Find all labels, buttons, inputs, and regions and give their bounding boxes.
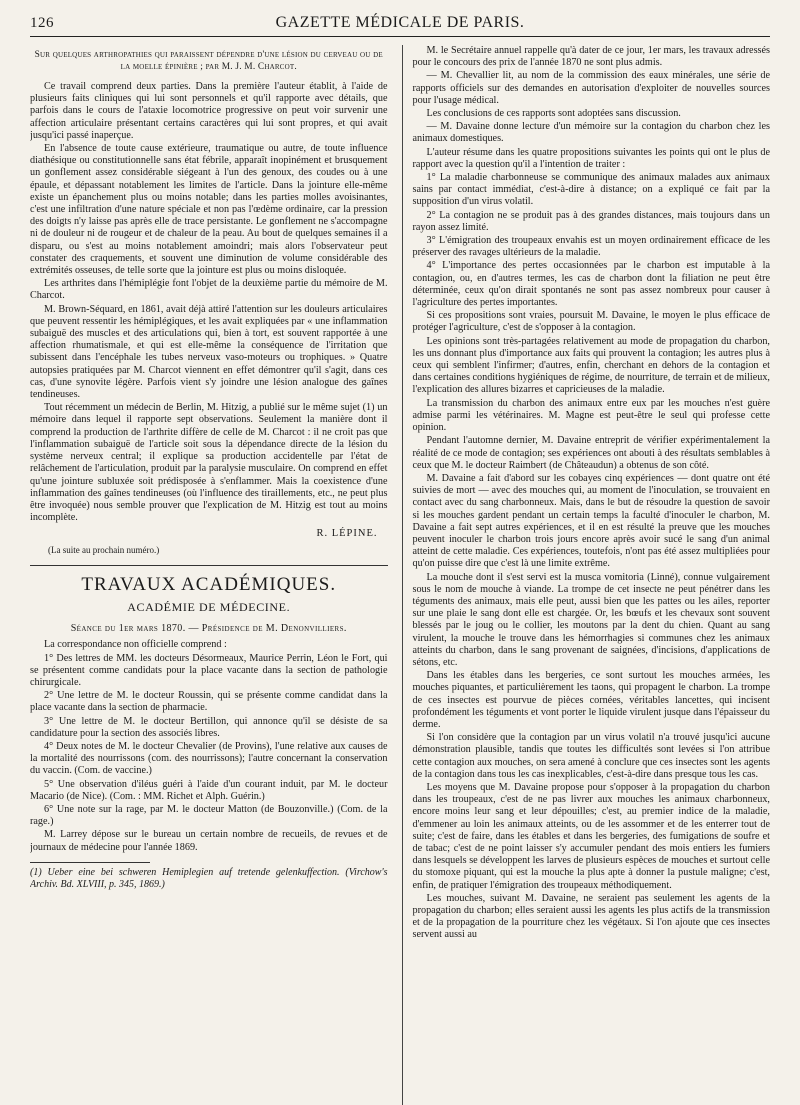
report-paragraph: Les conclusions de ces rapports sont adoptées sans discussion. <box>426 108 681 120</box>
report-paragraph: Pendant l'automne dernier, M. Davaine entreprit de vérifier expérimentalement la réalité de ce mode de contagion; ses expériences ont abouti à des résultats semblables à ceux que M. le docteur Raimbert (de Châteaudun) a obtenus de son côté. <box>412 435 770 471</box>
report-paragraph: L'auteur résume dans les quatre propositions suivantes les points qui ont le plus de rapport avec la question qu'il a l'intention de traiter : <box>412 146 770 170</box>
academy-proceedings <box>30 639 388 853</box>
report-paragraph: Les mouches, suivant M. Davaine, ne seraient pas seulement les agents de la propagation du charbon; elles seraient aussi les agents les plus actifs de la transmission et de la propagation de la pourriture chez les végétaux. Si l'on ajoute que ces insectes servent aussi au <box>412 892 770 941</box>
academy-paragraph: 4° Deux notes de M. le docteur Chevalier (de Provins), l'une relative aux causes de la mortalité des nourrissons (com. des nourrissons); l'autre concernant la conservation du vaccin. (Com. de vaccine.) <box>30 740 388 777</box>
academy-paragraph: 6° Une note sur la rage, par M. le docteur Matton (de Bouzonville.) (Com. de la rage.) <box>30 803 388 828</box>
page-number: 126 <box>30 15 54 31</box>
report-paragraph: 3° L'émigration des troupeaux envahis est un moyen ordinairement efficace de les préserver des ravages ultérieurs de la maladie. <box>412 235 770 259</box>
article-paragraph: En l'absence de toute cause extérieure, traumatique ou autre, de toute influence diathésique ou constitutionnelle sans état fébrile, apparaît inopinément et brusquement un gonflement assez considérable siégeant à l'un des genoux, des coudes ou à une épaule, et dépassant notablement les limites de l'article. Dans la jointure elle-même existe un épanchement plus ou moins notable; dans les parties molles avoisinantes, c'est une infiltration d'une nature spéciale et non pas l'œdème ordinaire, car la pression des doigts n'y laisse pas après elle de trace persistante. Le gonflement ne s'accompagne ni de douleur ni de rougeur et de chaleur de la peau. Au bout de quelques semaines il a disparu, ou s'est au moins notablement amoindri; mais alors l'observateur peut constater des craquements, et souvent une diminution de volume considérable des extrémités osseuses, de telle sorte que la jointure est plus ou moins disloquée. <box>30 143 388 277</box>
report-paragraph: 4° L'importance des pertes occasionnées par le charbon est imputable à la contagion, ou, en d'autres termes, les cas de charbon dont la filiation ne peut être déterminée, ceux qu'on dirait spontanés ne sont pas assez nombreux pour causer à l'agriculture des pertes importantes. <box>412 260 770 309</box>
column-rule <box>402 45 403 1105</box>
report-paragraph: La mouche dont il s'est servi est la musca vomitoria (Linné), connue vulgairement sous le nom de mouche à viande. La trompe de cet insecte ne peut pénétrer dans les téguments des animaux, mais elle peut, aussi bien que les pattes ou les ailes, reporter sur une plaie le sang dont elle est chargée. Or, les bœufs et les chevaux sont souvent blessés par le joug ou le collier, les moutons par la dent du chien. Quant au sang virulent, la mouche le trouve dans les hémorrhagies si communes chez les animaux atteints du charbon, dans le sang provenant de saignées, d'incisions, d'applications de sétons, etc. <box>412 571 770 668</box>
section-subtitle: ACADÉMIE DE MÉDECINE. <box>127 600 291 615</box>
section-divider <box>30 565 388 566</box>
academy-paragraph: 3° Une lettre de M. le docteur Bertillon, qui annonce qu'il se désiste de sa candidature pour la section des associés libres. <box>30 715 388 739</box>
running-head <box>30 14 770 37</box>
article-body <box>30 81 388 524</box>
report-paragraph: Si l'on considère que la contagion par un virus volatil n'a trouvé jusqu'ici aucune démonstration plausible, tandis que toutes les difficultés sont levées si l'on attribue cette contagion aux mouches, on sera amené à conclure que ces insectes sont les agents de la contagion dans tous les cas inexplicables, c'est-à-dire dans presque tous les cas. <box>412 732 770 780</box>
academy-paragraph: 5° Une observation d'iléus guéri à l'aide d'un courant induit, par M. le docteur Macario (de Nice). (Com. : MM. Richet et Alph. Guérin.) <box>30 778 388 802</box>
report-paragraph: Dans les étables dans les bergeries, ce sont surtout les mouches armées, les mouches piquantes, et particulièrement les taons, qui propagent le charbon. La trompe de ces insectes est pourvue de pièces cornées, véritables lancettes, qui incisent profondément les téguments et vont porter le liquide virulent jusque dans l'épaisseur du derme. <box>412 670 770 730</box>
academy-paragraph: La correspondance non officielle comprend : <box>44 639 227 651</box>
report-paragraph: La transmission du charbon des animaux entre eux par les mouches n'est guère admise parmi les vétérinaires. M. Magne est peut-être le seul qui professe cette opinion. <box>412 397 770 434</box>
academy-report-body <box>412 45 770 942</box>
report-paragraph: 1° La maladie charbonneuse se communique des animaux malades aux animaux sains par contact immédiat, c'est-à-dire à distance; on a expliqué ce fait par la supposition d'un virus volatil. <box>412 172 770 208</box>
article-paragraph: M. Brown-Séquard, en 1861, avait déjà attiré l'attention sur les douleurs articulaires que peuvent ressentir les hémiplégiques, et les avait expliquées par « une inflammation subaiguë des muscles et des articulations qui, bien à tort, est souvent rapportée à une affection rhumatismale, et qui est elle-même la conséquence de l'irritation que subissent dans l'encéphale les tubes nerveux vaso-moteurs ou trophiques. » Quatre autopsies pratiquées par M. Charcot viennent en effet démontrer qu'il s'agit, dans ces cas, d'une synovite légère. Parfois vient s'y joindre une lésion analogue des gaînes tendineuses. <box>30 303 388 401</box>
left-column <box>30 45 396 1105</box>
section-title: TRAVAUX ACADÉMIQUES. <box>81 574 337 596</box>
academy-paragraph: 2° Une lettre de M. le docteur Roussin, qui se présente comme candidat dans la place vacante dans la section de pharmacie. <box>30 690 388 714</box>
report-paragraph: — M. Davaine donne lecture d'un mémoire sur la contagion du charbon chez les animaux domestiques. <box>412 121 770 145</box>
continued-note: (La suite au prochain numéro.) <box>48 545 160 556</box>
article-paragraph: Ce travail comprend deux parties. Dans la première l'auteur établit, à l'aide de plusieurs faits cliniques qui lui sont personnels et qu'il rapporte avec détails, que parfois dans le cours de l'ataxie locomotrice progressive on peut voir survenir une affection articulaire présentant certains caractères qui lui sont propres, et qui avait jusqu'ici passé inaperçue. <box>30 81 388 141</box>
journal-title: GAZETTE MÉDICALE DE PARIS. <box>275 14 525 31</box>
academy-paragraph: 1° Des lettres de MM. les docteurs Désormeaux, Maurice Perrin, Léon le Fort, qui se présentent comme candidats pour la place vacante dans la section de pathologie chirurgicale. <box>30 652 388 688</box>
report-paragraph: Si ces propositions sont vraies, poursuit M. Davaine, le moyen le plus efficace de protéger l'agriculture, c'est de s'opposer à la contagion. <box>412 310 770 334</box>
report-paragraph: M. le Secrétaire annuel rappelle qu'à dater de ce jour, 1er mars, les travaux adressés pour le concours des prix de l'année 1870 ne sont plus admis. <box>412 45 770 69</box>
footnote-rule <box>30 862 150 863</box>
session-line: Séance du 1er mars 1870. — Présidence de M. Denonvilliers. <box>70 623 347 635</box>
author-signature: R. LÉPINE. <box>316 528 378 540</box>
right-column <box>408 45 770 1105</box>
footnote: (1) Ueber eine bei schweren Hemiplegien auf tretende gelenkuffection. (Virchow's Archiv. Bd. XLVIII, p. 345, 1869.) <box>30 866 388 890</box>
report-paragraph: M. Davaine a fait d'abord sur les cobayes cinq expériences — dont quatre ont été suivies de mort — avec des mouches qui, au moment de l'inoculation, se trouvaient en contact avec du sang charbonneux. Mais, dans le but de résoudre la question de savoir si les mouches gardent pendant un certain temps la faculté d'inoculer le charbon, M. Davaine a fait sept autres expériences, et il en est résulté la preuve que les mouches peuvent inoculer le charbon trois jours encore après avoir sucé le sang d'un animal atteint de cette maladie. Ces expériences, toutefois, n'ont pas été assez multipliées pour qu'on puisse dire que c'est là une limite extrême. <box>412 472 770 570</box>
article-title: Sur quelques arthropathies qui paraissent dépendre d'une lésion du cerveau ou de la moelle épinière ; par M. J. M. Charcot. <box>34 50 383 72</box>
academy-paragraph: M. Larrey dépose sur le bureau un certain nombre de recueils, de revues et de journaux de médecine pour l'année 1869. <box>30 829 388 853</box>
article-paragraph: Tout récemment un médecin de Berlin, M. Hitzig, a publié sur le même sujet (1) un mémoire dans lequel il rapporte sept observations. Seulement la manière dont il comprend la production de l'arthrite diffère de celle de M. Charcot : il ne croit pas que l'inflammation subaiguë de l'article soit sous la dépendance directe de la lésion du système nerveux central; il explique sa production accidentelle par l'état de relâchement de l'articulation, produit par la paralysie musculaire. On comprend en effet qu'une jointure subluxée soit prédisposée à s'enflammer. Mais la coexistence d'une inflammation des gaînes tendineuses (où l'influence des tiraillements, etc., ne peut plus être invoquée) nous semble prouver que l'explication de M. Hitzig est tout au moins incomplète. <box>30 402 388 524</box>
article-paragraph: Les arthrites dans l'hémiplégie font l'objet de la deuxième partie du mémoire de M. Charcot. <box>30 278 388 302</box>
report-paragraph: Les moyens que M. Davaine propose pour s'opposer à la propagation du charbon dans les troupeaux, c'est de ne pas livrer aux mouches les animaux charbonneux, encore moins leur sang et leur dépouilles; c'est, au premier indice de la maladie, d'emmener au loin les animaux atteints, ou de les assommer et de les enterrer tout de suite; c'est de faire, dans les étables et dans les bergeries, des fumigations de soufre et de tabac; c'est de ne point laisser s'y accumuler pendant des mois entiers les fumiers dans lesquels se développent les larves de plusieurs espèces de mouches et surtout celle du stomoxe piquant, qui est la mouche la plus apte à donner la pustule maligne; c'est, enfin, de pratiquer l'émigration des troupeaux méthodiquement. <box>412 781 770 891</box>
two-column-body <box>30 45 770 1105</box>
report-paragraph: Les opinions sont très-partagées relativement au mode de propagation du charbon, les uns donnant plus d'importance aux faits qui prouvent la contagion; les autres plus à ceux qui semblent l'infirmer; d'autres, enfin, cherchant en dehors de la contagion et dans certaines conditions hygiéniques de régime, de nourriture, de terrain et de milieux, l'explication des allures bizarres et capricieuses de la maladie. <box>412 335 770 396</box>
report-paragraph: 2° La contagion ne se produit pas à des grandes distances, mais toujours dans un rayon assez limité. <box>412 209 770 233</box>
report-paragraph: — M. Chevallier lit, au nom de la commission des eaux minérales, une série de rapports officiels sur des demandes en autorisation d'exploiter de nouvelles sources pour l'usage médical. <box>412 70 770 106</box>
